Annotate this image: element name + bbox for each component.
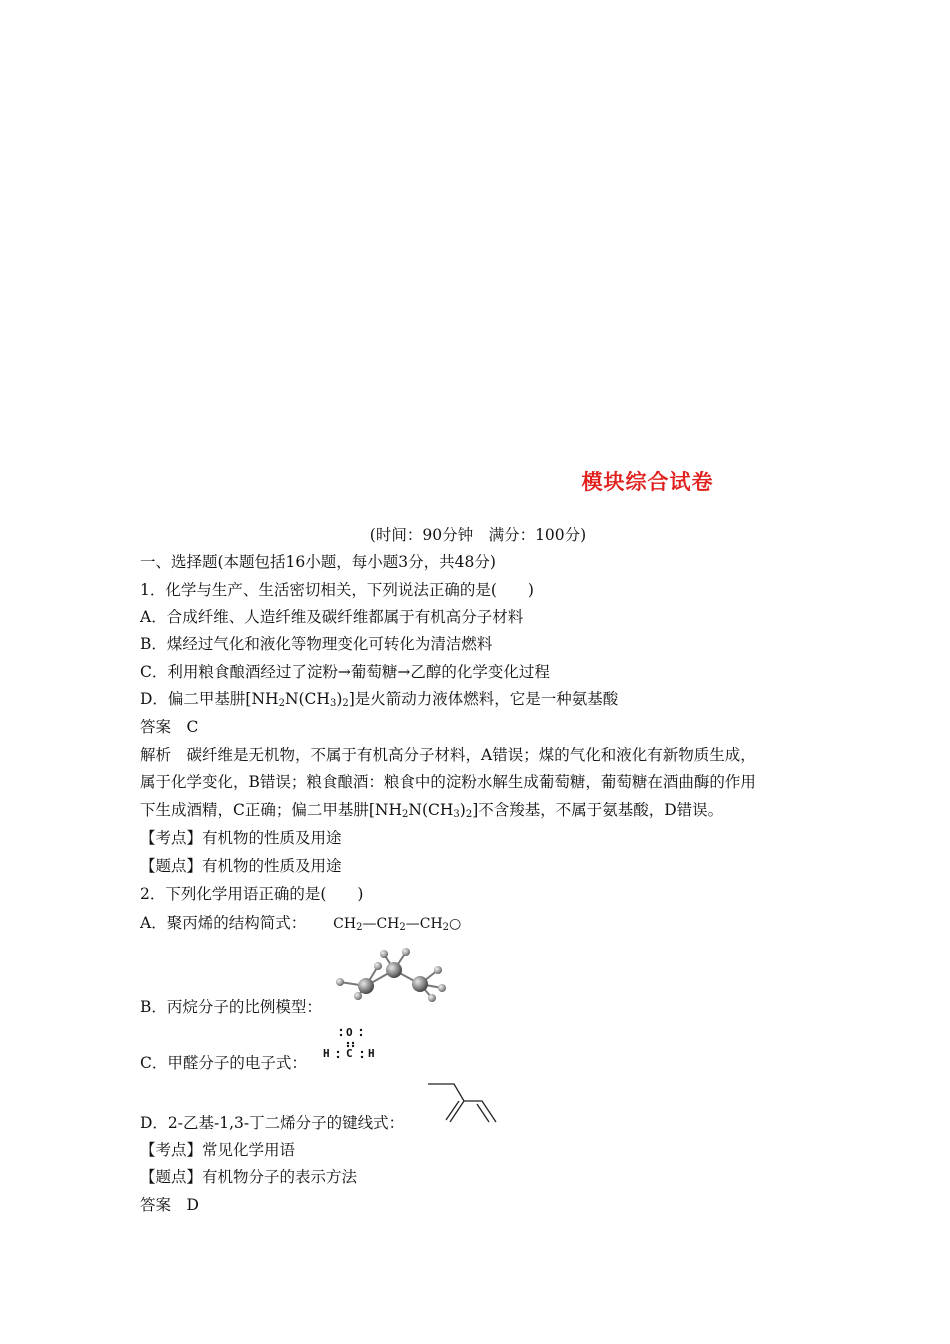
hydrogen-atom-left: H — [323, 1047, 330, 1060]
polypropylene-formula: $CH_2—CH_2—CH_2○$ — [333, 916, 462, 933]
q2-tidian: 【题点】有机物分子的表示方法 — [140, 1168, 358, 1186]
q1-option-d: D．偏二甲基肼$[NH_2N(CH_3)_2]$是火箭动力液体燃料，它是一种氨基酸 — [140, 690, 619, 709]
hydrogen-atom-right: H — [368, 1047, 375, 1060]
q1-answer: 答案 C — [140, 718, 199, 736]
q1-analysis-line-3: 下生成酒精，C正确；偏二甲基肼$[NH_2N(CH_3)_2]$不含羧基，不属于氨基酸，D错误。 — [140, 801, 724, 820]
q1-analysis-line-2: 属于化学变化，B错误；粮食酿酒：粮食中的淀粉水解生成葡萄糖，葡萄糖在酒曲酶的作用 — [140, 773, 756, 791]
q2-option-b: B．丙烷分子的比例模型： — [140, 998, 322, 1016]
q2-option-a: A．聚丙烯的结构简式： $CH_2—CH_2—CH_2○$ — [140, 914, 462, 933]
electron-dots — [321, 1026, 381, 1070]
page-title: 模块综合试卷 — [581, 470, 714, 494]
q2-option-d: D．2-乙基-1,3-丁二烯分子的键线式： — [140, 1114, 405, 1132]
q1-kaodian: 【考点】有机物的性质及用途 — [140, 829, 342, 847]
q2-kaodian: 【考点】常见化学用语 — [140, 1141, 296, 1159]
q2-stem: 2．下列化学用语正确的是( ) — [140, 885, 364, 903]
bond-line-formula-figure — [426, 1080, 498, 1126]
q2-answer: 答案 D — [140, 1196, 199, 1214]
formaldehyde-electron-formula — [321, 1026, 381, 1070]
exam-meta: (时间：90分钟 满分：100分) — [369, 526, 587, 544]
oxygen-atom: O — [346, 1026, 353, 1039]
carbon-atom: C — [346, 1047, 353, 1060]
section-heading: 一、选择题(本题包括16小题，每小题3分，共48分) — [140, 553, 496, 571]
q1-stem: 1．化学与生产、生活密切相关，下列说法正确的是( ) — [140, 581, 534, 599]
q1-option-b: B．煤经过气化和液化等物理变化可转化为清洁燃料 — [140, 635, 493, 653]
q2-option-c: C．甲醛分子的电子式： — [140, 1054, 307, 1072]
q1-tidian: 【题点】有机物的性质及用途 — [140, 857, 342, 875]
q1-analysis-line-1: 解析 碳纤维是无机物，不属于有机高分子材料，A错误；煤的气化和液化有新物质生成， — [140, 746, 756, 764]
propane-ball-model-figure — [328, 944, 453, 1002]
q1-option-a: A．合成纤维、人造纤维及碳纤维都属于有机高分子材料 — [140, 608, 524, 626]
q1-option-c: C．利用粮食酿酒经过了淀粉→葡萄糖→乙醇的化学变化过程 — [140, 663, 550, 681]
